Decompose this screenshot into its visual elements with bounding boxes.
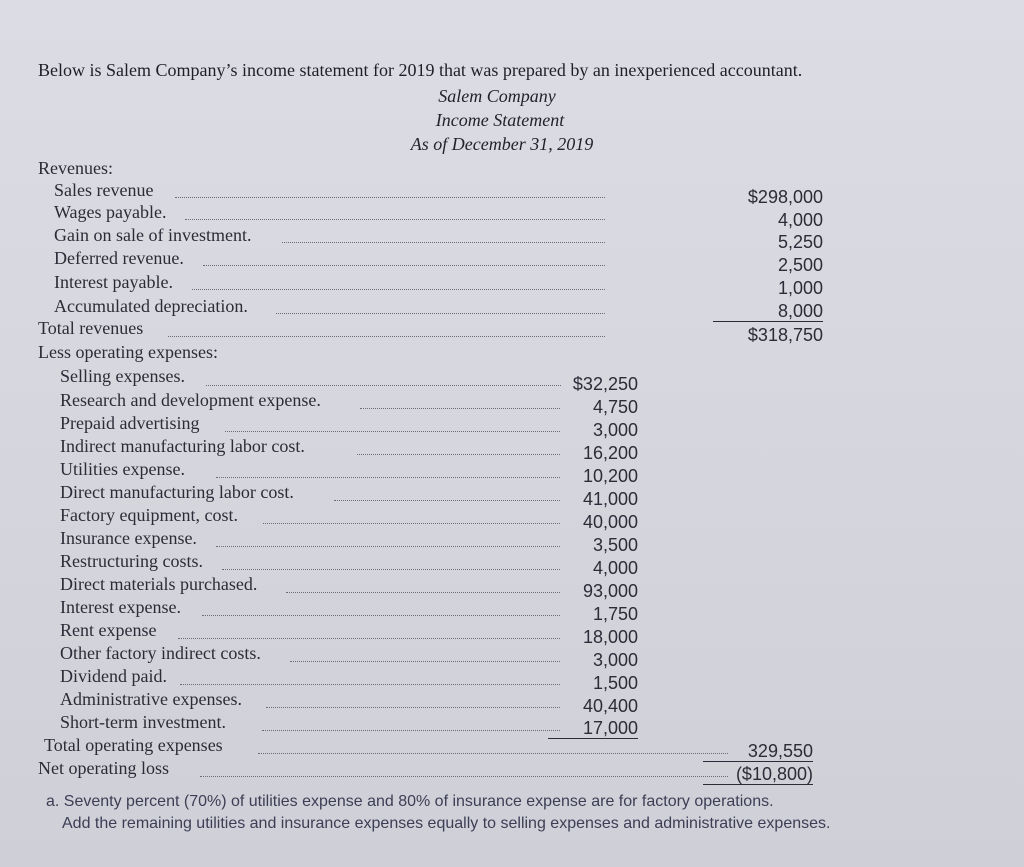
- expense-amount-restructuring: 4,000: [592, 558, 638, 578]
- revenue-label-sales: Sales revenue: [54, 180, 154, 200]
- expense-amount-administrative: 40,400: [582, 696, 638, 716]
- revenues-heading: Revenues:: [38, 158, 113, 178]
- revenue-label-wages-payable: Wages payable.: [54, 202, 167, 222]
- leader-dots: [200, 776, 728, 777]
- statement-date: As of December 31, 2019: [410, 134, 594, 154]
- expenses-heading: Less operating expenses:: [38, 342, 218, 362]
- leader-dots: [216, 546, 560, 547]
- leader-dots: [263, 523, 560, 524]
- total-revenues-label: Total revenues: [38, 318, 144, 338]
- leader-dots: [175, 197, 605, 198]
- expense-amount-indirect-labor: 16,200: [582, 443, 638, 463]
- expense-label-direct-materials: Direct materials purchased.: [60, 574, 258, 594]
- leader-dots: [206, 385, 561, 386]
- expense-label-research: Research and development expense.: [60, 390, 321, 410]
- net-loss-label: Net operating loss: [38, 758, 169, 778]
- expense-amount-utilities: 10,200: [582, 466, 638, 486]
- leader-dots: [203, 265, 605, 266]
- note-line-2: Add the remaining utilities and insurance expenses equally to selling expenses and administrative expenses.: [62, 815, 831, 832]
- expense-label-administrative: Administrative expenses.: [60, 689, 242, 709]
- leader-dots: [168, 336, 605, 337]
- expense-amount-short-term-investment: 17,000: [548, 719, 638, 739]
- expense-amount-prepaid-advertising: 3,000: [592, 420, 638, 440]
- expense-amount-direct-labor: 41,000: [582, 489, 638, 509]
- leader-dots: [357, 454, 560, 455]
- expense-label-utilities: Utilities expense.: [60, 459, 185, 479]
- company-name: Salem Company: [438, 86, 556, 106]
- expense-amount-interest: 1,750: [592, 604, 638, 624]
- expense-amount-rent: 18,000: [582, 627, 638, 647]
- statement-title: Income Statement: [435, 110, 565, 130]
- expense-label-direct-labor: Direct manufacturing labor cost.: [60, 482, 294, 502]
- revenue-amount-accumulated-depreciation: 8,000: [713, 302, 823, 322]
- expense-label-selling: Selling expenses.: [60, 366, 185, 386]
- leader-dots: [180, 684, 560, 685]
- expense-label-interest: Interest expense.: [60, 597, 181, 617]
- total-expenses-amount: 329,550: [703, 742, 813, 762]
- revenue-amount-deferred-revenue: 2,500: [777, 255, 823, 275]
- leader-dots: [185, 219, 605, 220]
- expense-label-insurance: Insurance expense.: [60, 528, 197, 548]
- expense-label-factory-equipment: Factory equipment, cost.: [60, 505, 238, 525]
- leader-dots: [290, 661, 560, 662]
- leader-dots: [192, 289, 605, 290]
- leader-dots: [282, 242, 605, 243]
- leader-dots: [262, 730, 560, 731]
- leader-dots: [334, 500, 560, 501]
- leader-dots: [286, 592, 560, 593]
- revenue-label-gain-on-sale: Gain on sale of investment.: [54, 225, 252, 245]
- expense-amount-other-factory: 3,000: [592, 650, 638, 670]
- expense-label-prepaid-advertising: Prepaid advertising: [60, 413, 200, 433]
- leader-dots: [225, 431, 560, 432]
- revenue-amount-wages-payable: 4,000: [777, 210, 823, 230]
- revenue-amount-interest-payable: 1,000: [777, 278, 823, 298]
- revenue-label-deferred-revenue: Deferred revenue.: [54, 248, 184, 268]
- leader-dots: [178, 638, 560, 639]
- expense-amount-research: 4,750: [592, 397, 638, 417]
- intro-text: Below is Salem Company’s income statement for 2019 that was prepared by an inexperienced accountant.: [38, 60, 803, 80]
- net-loss-amount: ($10,800): [703, 765, 813, 785]
- leader-dots: [276, 313, 605, 314]
- expense-label-rent: Rent expense: [60, 620, 157, 640]
- revenue-amount-gain-on-sale: 5,250: [777, 232, 823, 252]
- expense-label-restructuring: Restructuring costs.: [60, 551, 203, 571]
- note-line-1: a. Seventy percent (70%) of utilities expense and 80% of insurance expense are for factory operations.: [46, 793, 774, 810]
- leader-dots: [202, 615, 560, 616]
- revenue-label-accumulated-depreciation: Accumulated depreciation.: [54, 296, 248, 316]
- expense-label-dividend: Dividend paid.: [60, 666, 167, 686]
- leader-dots: [266, 707, 560, 708]
- expense-label-short-term-investment: Short-term investment.: [60, 712, 226, 732]
- expense-label-indirect-labor: Indirect manufacturing labor cost.: [60, 436, 305, 456]
- leader-dots: [258, 753, 728, 754]
- revenue-amount-sales: $298,000: [747, 187, 823, 207]
- expense-amount-insurance: 3,500: [592, 535, 638, 555]
- leader-dots: [360, 408, 560, 409]
- total-expenses-label: Total operating expenses: [44, 735, 223, 755]
- expense-amount-selling: $32,250: [572, 374, 638, 394]
- expense-label-other-factory: Other factory indirect costs.: [60, 643, 261, 663]
- total-revenues-amount: $318,750: [747, 325, 823, 345]
- revenue-label-interest-payable: Interest payable.: [54, 272, 173, 292]
- expense-amount-factory-equipment: 40,000: [582, 512, 638, 532]
- expense-amount-dividend: 1,500: [592, 673, 638, 693]
- expense-amount-direct-materials: 93,000: [582, 581, 638, 601]
- leader-dots: [222, 569, 560, 570]
- leader-dots: [216, 477, 560, 478]
